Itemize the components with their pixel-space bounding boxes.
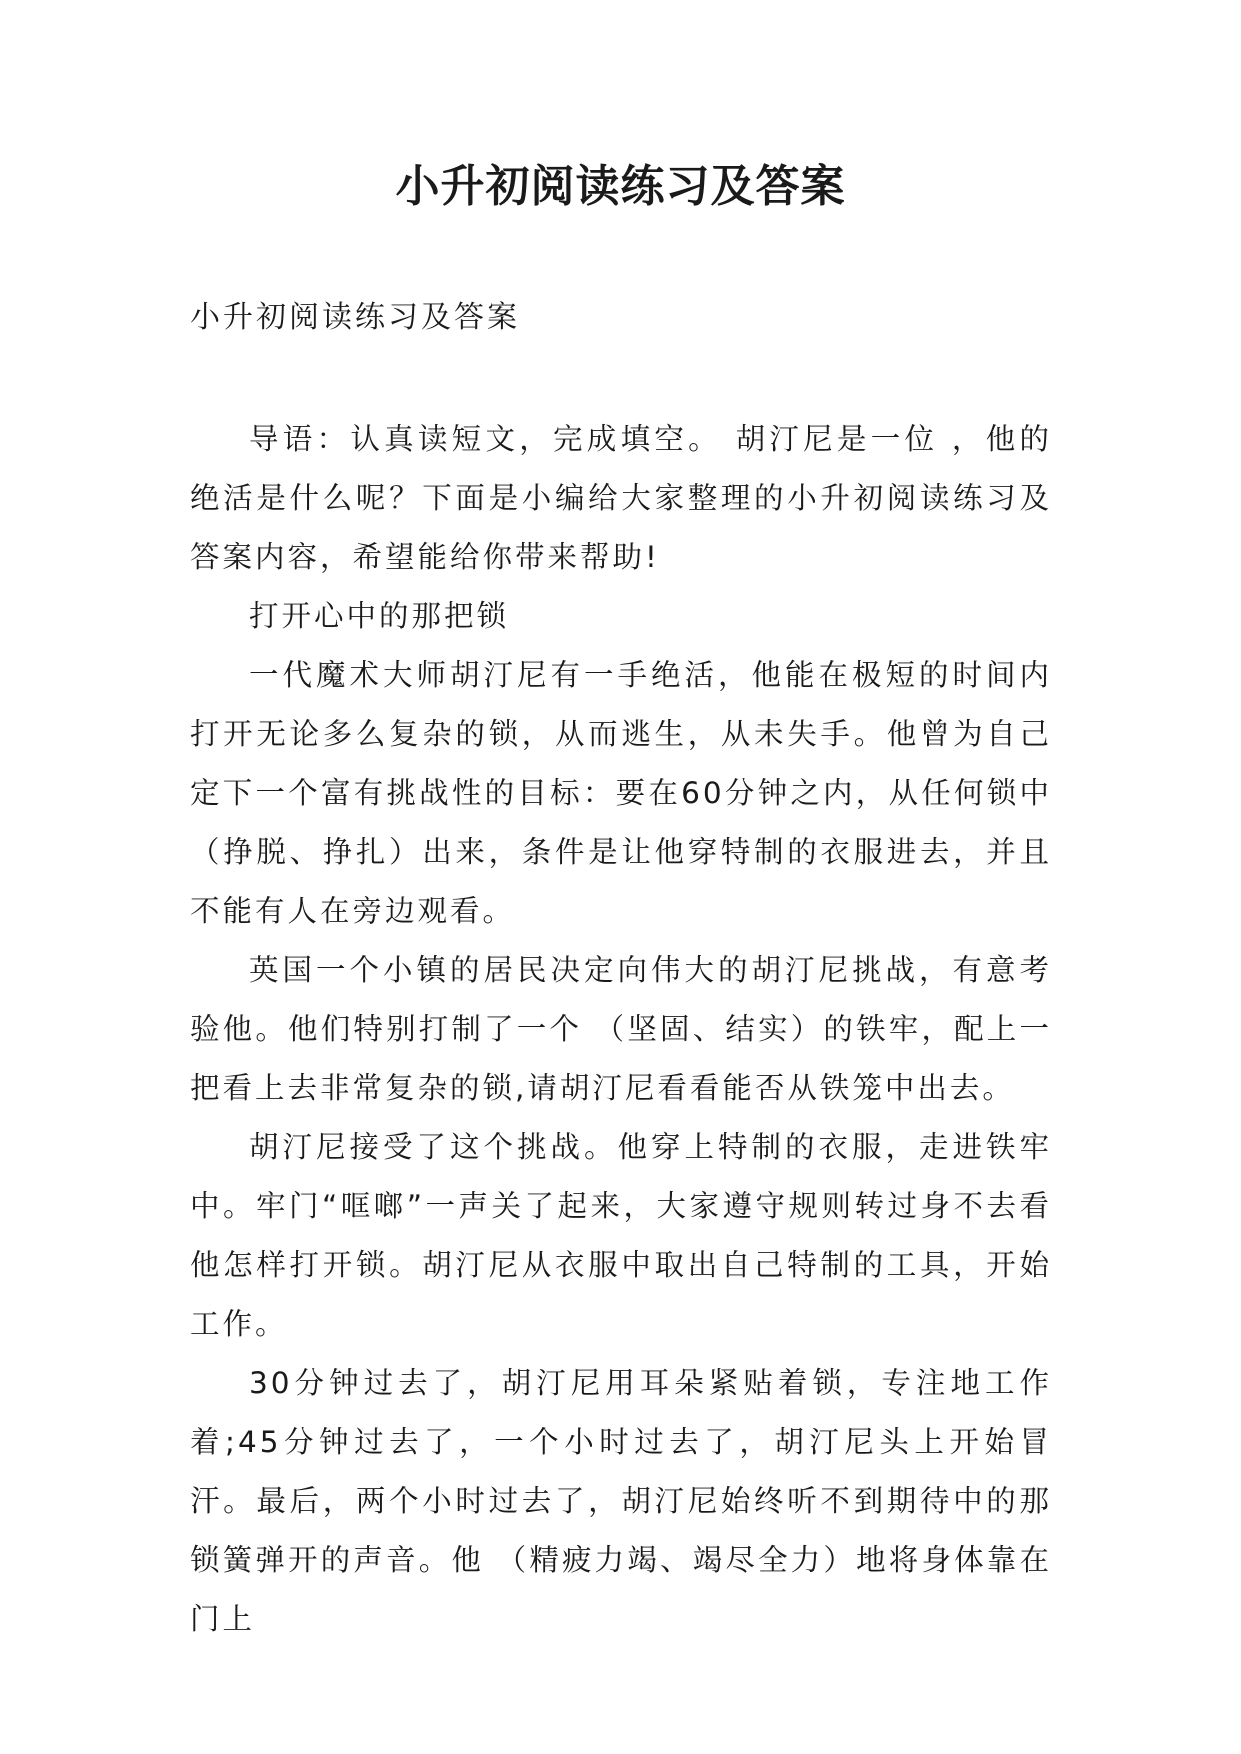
paragraph: 胡汀尼接受了这个挑战。他穿上特制的衣服，走进铁牢中。牢门“哐啷”一声关了起来，大家遵守规则转过身不去看他怎样打开锁。胡汀尼从衣服中取出自己特制的工具，开始工作。: [190, 1130, 1052, 1341]
paragraph: 一代魔术大师胡汀尼有一手绝活，他能在极短的时间内打开无论多么复杂的锁，从而逃生，从未失手。他曾为自己定下一个富有挑战性的目标：要在60分钟之内，从任何锁中 （挣脱、挣扎）出来，条件是让他穿特制的衣服进去，并且不能有人在旁边观看。: [190, 658, 1052, 928]
document-subtitle: 小升初阅读练习及答案: [190, 300, 520, 335]
story-title: 打开心中的那把锁: [249, 599, 510, 633]
document-title: 小升初阅读练习及答案: [395, 161, 846, 212]
document-body: [190, 410, 1052, 1649]
paragraph: 30分钟过去了，胡汀尼用耳朵紧贴着锁，专注地工作着;45分钟过去了，一个小时过去了，胡汀尼头上开始冒汗。最后，两个小时过去了，胡汀尼始终听不到期待中的那锁簧弹开的声音。他 （精疲力竭、竭尽全力）地将身体靠在门上: [190, 1366, 1052, 1636]
paragraph: 英国一个小镇的居民决定向伟大的胡汀尼挑战，有意考验他。他们特别打制了一个 （坚固、结实）的铁牢，配上一把看上去非常复杂的锁,请胡汀尼看看能否从铁笼中出去。: [190, 953, 1052, 1105]
paragraph-intro: 导语：认真读短文，完成填空。 胡汀尼是一位 ，他的绝活是什么呢？下面是小编给大家整理的小升初阅读练习及答案内容，希望能给你带来帮助!: [190, 422, 1052, 574]
